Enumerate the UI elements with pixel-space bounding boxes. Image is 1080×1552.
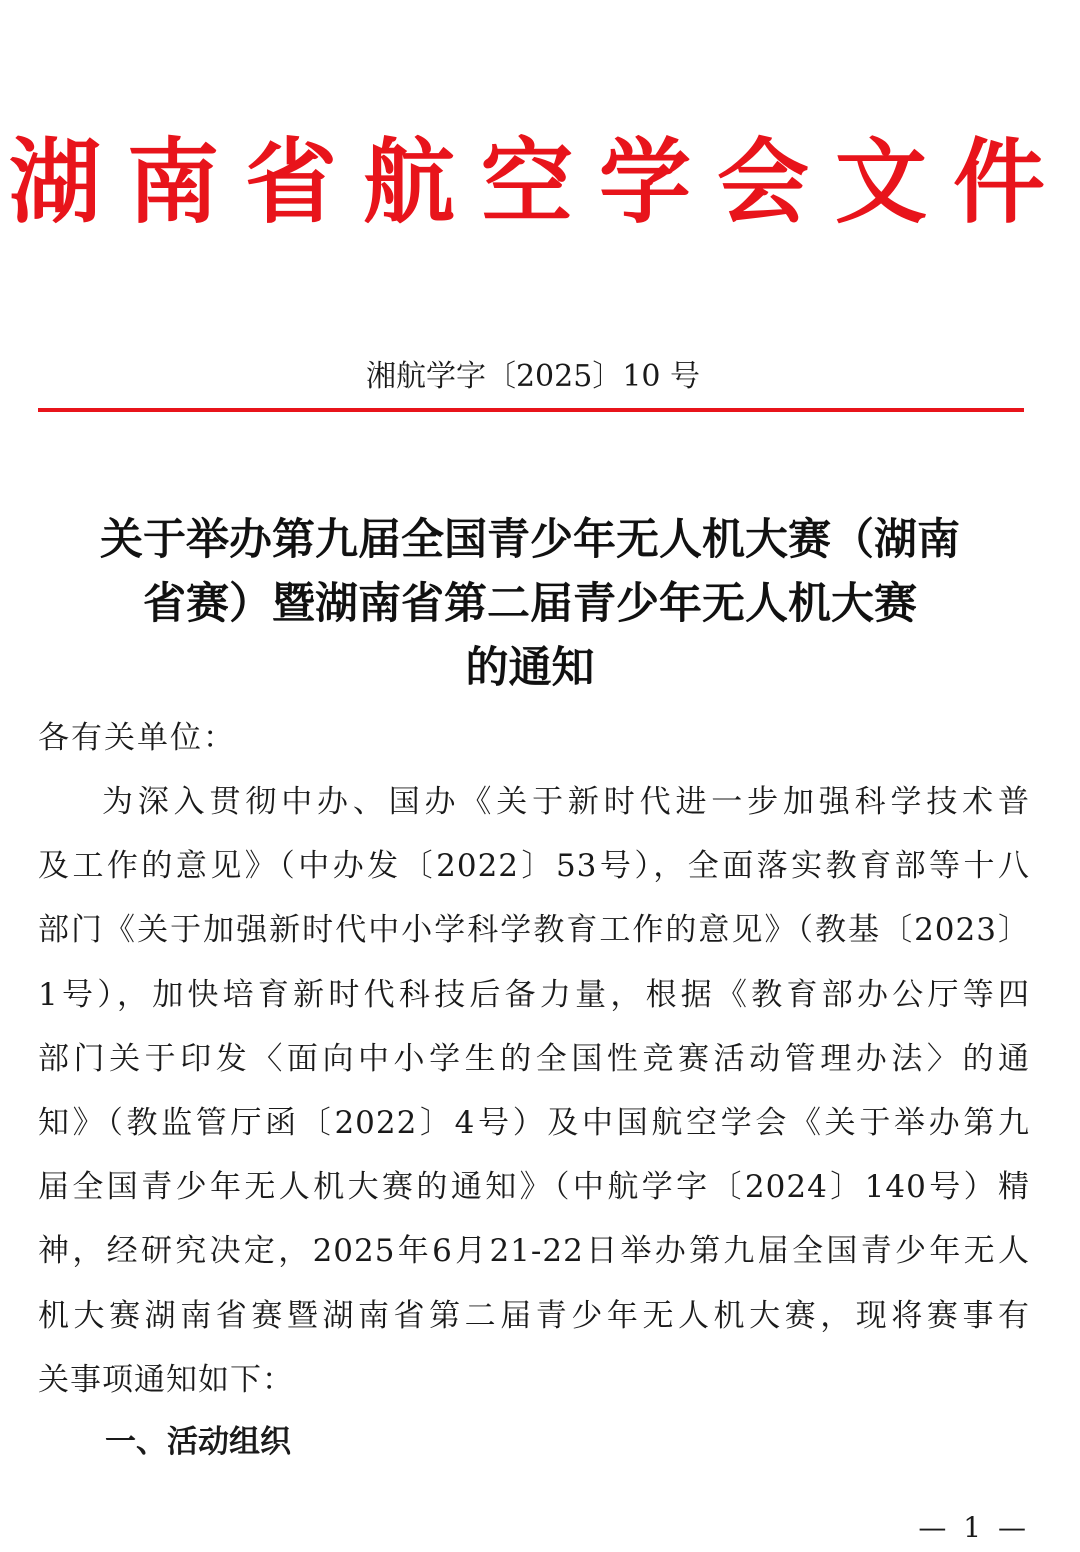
body-line: 神，经研究决定，2025年6月21-22日举办第九届全国青少年无人 <box>38 1233 1030 1270</box>
red-divider-rule <box>38 408 1024 412</box>
body-line: 届全国青少年无人机大赛的通知》（中航学字〔2024〕140号）精 <box>38 1169 1030 1206</box>
notice-title <box>30 508 1030 700</box>
notice-title-line: 省赛）暨湖南省第二届青少年无人机大赛 <box>143 579 917 629</box>
body-line: 及工作的意见》（中办发〔2022〕53号），全面落实教育部等十八 <box>38 848 1030 885</box>
section-heading: 一、活动组织 <box>105 1424 291 1460</box>
document-number: 湘航学字〔2025〕10 号 <box>365 359 701 394</box>
body-paragraph <box>38 770 1030 1412</box>
salutation: 各有关单位： <box>38 720 236 756</box>
notice-title-line: 的通知 <box>465 643 595 693</box>
body-line: 为深入贯彻中办、国办《关于新时代进一步加强科学技术普 <box>102 784 1030 820</box>
body-line: 知》（教监管厅函〔2022〕4号）及中国航空学会《关于举办第九 <box>38 1105 1030 1142</box>
body-line: 关事项通知如下： <box>38 1361 294 1398</box>
body-line: 部门《关于加强新时代中小学科学教育工作的意见》（教基〔2023〕 <box>38 912 1030 949</box>
page-number: — 1 — <box>918 1511 1030 1544</box>
body-line: 1号），加快培育新时代科技后备力量，根据《教育部办公厅等四 <box>38 976 1030 1013</box>
body-line: 机大赛湖南省赛暨湖南省第二届青少年无人机大赛，现将赛事有 <box>38 1297 1030 1334</box>
notice-title-line: 关于举办第九届全国青少年无人机大赛（湖南 <box>100 515 960 565</box>
body-line: 部门关于印发〈面向中小学生的全国性竞赛活动管理办法〉的通 <box>38 1040 1030 1077</box>
document-masthead: 湖南省航空学会文件 <box>8 129 1071 236</box>
